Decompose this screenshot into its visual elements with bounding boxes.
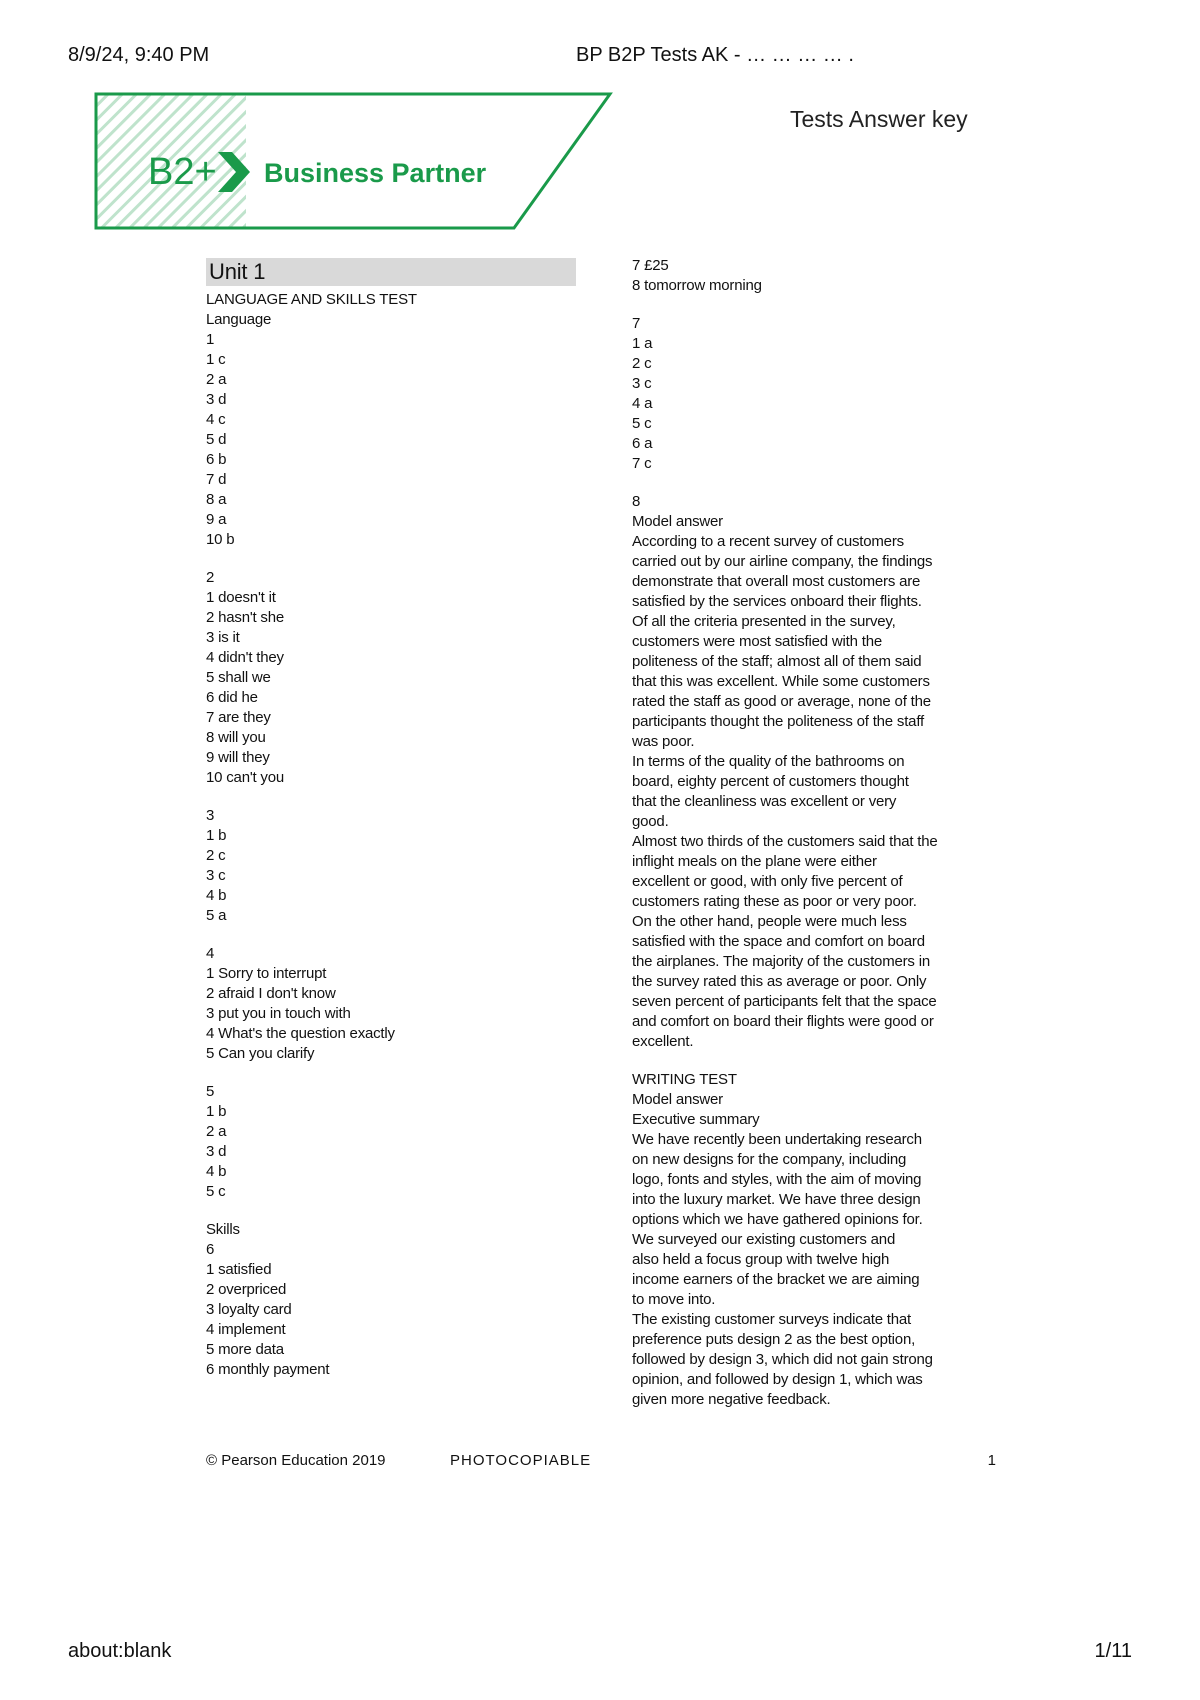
answer-line: preference puts design 2 as the best option, bbox=[632, 1331, 916, 1348]
copyright-notice: © Pearson Education 2019 bbox=[206, 1452, 386, 1469]
answer-line: 1 bbox=[206, 331, 215, 348]
answer-line: 2 hasn't she bbox=[206, 609, 285, 626]
answer-line: Executive summary bbox=[632, 1111, 760, 1128]
spacer bbox=[632, 1052, 1002, 1070]
answer-line: satisfied with the space and comfort on board bbox=[632, 933, 925, 950]
answer-line: to move into. bbox=[632, 1291, 716, 1308]
answer-line: 2 c bbox=[632, 355, 652, 372]
answer-line: 1 b bbox=[206, 827, 227, 844]
answer-line: 3 c bbox=[206, 867, 226, 884]
answer-line: logo, fonts and styles, with the aim of moving bbox=[632, 1171, 922, 1188]
answer-line: satisfied by the services onboard their flights. bbox=[632, 593, 922, 610]
answer-line: 8 will you bbox=[206, 729, 266, 746]
spacer bbox=[632, 296, 1002, 314]
answer-line: given more negative feedback. bbox=[632, 1391, 831, 1408]
answer-line: 2 bbox=[206, 569, 215, 586]
answer-line: excellent. bbox=[632, 1033, 694, 1050]
answer-line: 7 are they bbox=[206, 709, 271, 726]
photocopiable-label: PHOTOCOPIABLE bbox=[450, 1452, 592, 1469]
answer-line: 10 b bbox=[206, 531, 235, 548]
answer-line: 2 a bbox=[206, 1123, 227, 1140]
answer-line: 1 Sorry to interrupt bbox=[206, 965, 327, 982]
answer-line: demonstrate that overall most customers are bbox=[632, 573, 921, 590]
answer-line: 6 monthly payment bbox=[206, 1361, 330, 1378]
answer-line: 1 b bbox=[206, 1103, 227, 1120]
answer-line: 4 didn't they bbox=[206, 649, 284, 666]
answer-line: on new designs for the company, including bbox=[632, 1151, 907, 1168]
brand-name-label: Business Partner bbox=[264, 158, 487, 188]
answer-line: 6 a bbox=[632, 435, 653, 452]
answer-line: also held a focus group with twelve high bbox=[632, 1251, 890, 1268]
tests-answer-key-title: Tests Answer key bbox=[790, 106, 968, 132]
answer-line: 5 shall we bbox=[206, 669, 271, 686]
answer-line: opinion, and followed by design 1, which was bbox=[632, 1371, 923, 1388]
spacer bbox=[206, 1202, 576, 1220]
page-url: about:blank bbox=[68, 1640, 172, 1662]
answer-line: 4 bbox=[206, 945, 215, 962]
answer-line: into the luxury market. We have three design bbox=[632, 1191, 921, 1208]
answer-line: 10 can't you bbox=[206, 769, 285, 786]
answer-line: 1 doesn't it bbox=[206, 589, 276, 606]
answer-line: 6 bbox=[206, 1241, 215, 1258]
answer-line: Language bbox=[206, 311, 272, 328]
answer-line: 2 overpriced bbox=[206, 1281, 287, 1298]
answer-line: 3 d bbox=[206, 391, 227, 408]
answer-line: 5 c bbox=[206, 1183, 226, 1200]
answer-line: customers were most satisfied with the bbox=[632, 633, 882, 650]
answer-line: 4 b bbox=[206, 887, 227, 904]
answer-line: 1 c bbox=[206, 351, 226, 368]
answer-line: 5 d bbox=[206, 431, 227, 448]
answer-line: 8 tomorrow morning bbox=[632, 277, 762, 294]
answer-line: carried out by our airline company, the findings bbox=[632, 553, 933, 570]
answer-line: 7 c bbox=[632, 455, 652, 472]
answer-line: 4 a bbox=[632, 395, 653, 412]
answer-line: politeness of the staff; almost all of them said bbox=[632, 653, 922, 670]
answer-line: On the other hand, people were much less bbox=[632, 913, 907, 930]
answer-line: 6 did he bbox=[206, 689, 258, 706]
document-title: BP B2P Tests AK - … … … … . bbox=[576, 44, 854, 66]
business-partner-banner bbox=[94, 92, 614, 232]
unit-heading: Unit 1 bbox=[206, 258, 576, 286]
answer-line: 9 will they bbox=[206, 749, 270, 766]
answer-line: 3 d bbox=[206, 1143, 227, 1160]
answer-line: 4 c bbox=[206, 411, 226, 428]
answer-line: customers rating these as poor or very poor. bbox=[632, 893, 917, 910]
answer-line: WRITING TEST bbox=[632, 1071, 737, 1088]
print-page-count: 1/11 bbox=[1094, 1640, 1132, 1662]
spacer bbox=[632, 474, 1002, 492]
answer-line: 7 d bbox=[206, 471, 227, 488]
answer-line: followed by design 3, which did not gain strong bbox=[632, 1351, 933, 1368]
answer-line: income earners of the bracket we are aiming bbox=[632, 1271, 920, 1288]
answer-line: 8 bbox=[632, 493, 641, 510]
answer-line: Skills bbox=[206, 1221, 240, 1238]
answer-line: 5 c bbox=[632, 415, 652, 432]
answer-line: 2 a bbox=[206, 371, 227, 388]
answer-line: inflight meals on the plane were either bbox=[632, 853, 877, 870]
answer-line: We surveyed our existing customers and bbox=[632, 1231, 896, 1248]
answer-line: seven percent of participants felt that the space bbox=[632, 993, 937, 1010]
spacer bbox=[206, 926, 576, 944]
answer-line: 2 afraid I don't know bbox=[206, 985, 336, 1002]
answer-line: 3 c bbox=[632, 375, 652, 392]
answer-line: 4 b bbox=[206, 1163, 227, 1180]
answer-line: We have recently been undertaking research bbox=[632, 1131, 922, 1148]
answer-line: 3 put you in touch with bbox=[206, 1005, 351, 1022]
answer-line: 5 more data bbox=[206, 1341, 284, 1358]
browser-print-header bbox=[68, 44, 1132, 66]
answer-line: rated the staff as good or average, none of the bbox=[632, 693, 931, 710]
print-datetime: 8/9/24, 9:40 PM bbox=[68, 44, 210, 66]
answer-line: the survey rated this as average or poor. Only bbox=[632, 973, 927, 990]
spacer bbox=[206, 550, 576, 568]
answer-line: 6 b bbox=[206, 451, 227, 468]
answer-line: 3 bbox=[206, 807, 215, 824]
answer-line: Of all the criteria presented in the survey, bbox=[632, 613, 896, 630]
spacer bbox=[206, 1064, 576, 1082]
answer-line: 1 satisfied bbox=[206, 1261, 272, 1278]
answer-line: excellent or good, with only five percent of bbox=[632, 873, 903, 890]
answer-line: 8 a bbox=[206, 491, 227, 508]
answer-line: that the cleanliness was excellent or very bbox=[632, 793, 897, 810]
answer-line: According to a recent survey of customers bbox=[632, 533, 904, 550]
answer-line: 5 Can you clarify bbox=[206, 1045, 315, 1062]
answer-line: board, eighty percent of customers thought bbox=[632, 773, 909, 790]
answer-line: Almost two thirds of the customers said that the bbox=[632, 833, 938, 850]
answer-line: 4 What's the question exactly bbox=[206, 1025, 395, 1042]
right-answer-column bbox=[632, 256, 1002, 1410]
answer-line: participants thought the politeness of the staff bbox=[632, 713, 924, 730]
left-answer-column bbox=[206, 258, 576, 1380]
answer-line: 9 a bbox=[206, 511, 227, 528]
answer-line: Model answer bbox=[632, 513, 723, 530]
answer-line: In terms of the quality of the bathrooms on bbox=[632, 753, 905, 770]
answer-line: 7 bbox=[632, 315, 641, 332]
page-number: 1 bbox=[987, 1452, 996, 1469]
spacer bbox=[206, 788, 576, 806]
answer-line: and comfort on board their flights were good or bbox=[632, 1013, 934, 1030]
answer-line: 5 a bbox=[206, 907, 227, 924]
answer-line: Model answer bbox=[632, 1091, 723, 1108]
answer-line: good. bbox=[632, 813, 669, 830]
answer-line: 1 a bbox=[632, 335, 653, 352]
brand-level-label: B2+ bbox=[148, 151, 217, 193]
answer-line: 3 loyalty card bbox=[206, 1301, 292, 1318]
answer-line: 3 is it bbox=[206, 629, 240, 646]
answer-line: LANGUAGE AND SKILLS TEST bbox=[206, 291, 417, 308]
answer-line: that this was excellent. While some customers bbox=[632, 673, 930, 690]
answer-line: 7 £25 bbox=[632, 257, 669, 274]
answer-line: 2 c bbox=[206, 847, 226, 864]
answer-line: was poor. bbox=[632, 733, 695, 750]
answer-line: options which we have gathered opinions for. bbox=[632, 1211, 923, 1228]
answer-line: the airplanes. The majority of the customers in bbox=[632, 953, 930, 970]
answer-line: 5 bbox=[206, 1083, 215, 1100]
answer-line: 4 implement bbox=[206, 1321, 286, 1338]
answer-line: The existing customer surveys indicate that bbox=[632, 1311, 912, 1328]
